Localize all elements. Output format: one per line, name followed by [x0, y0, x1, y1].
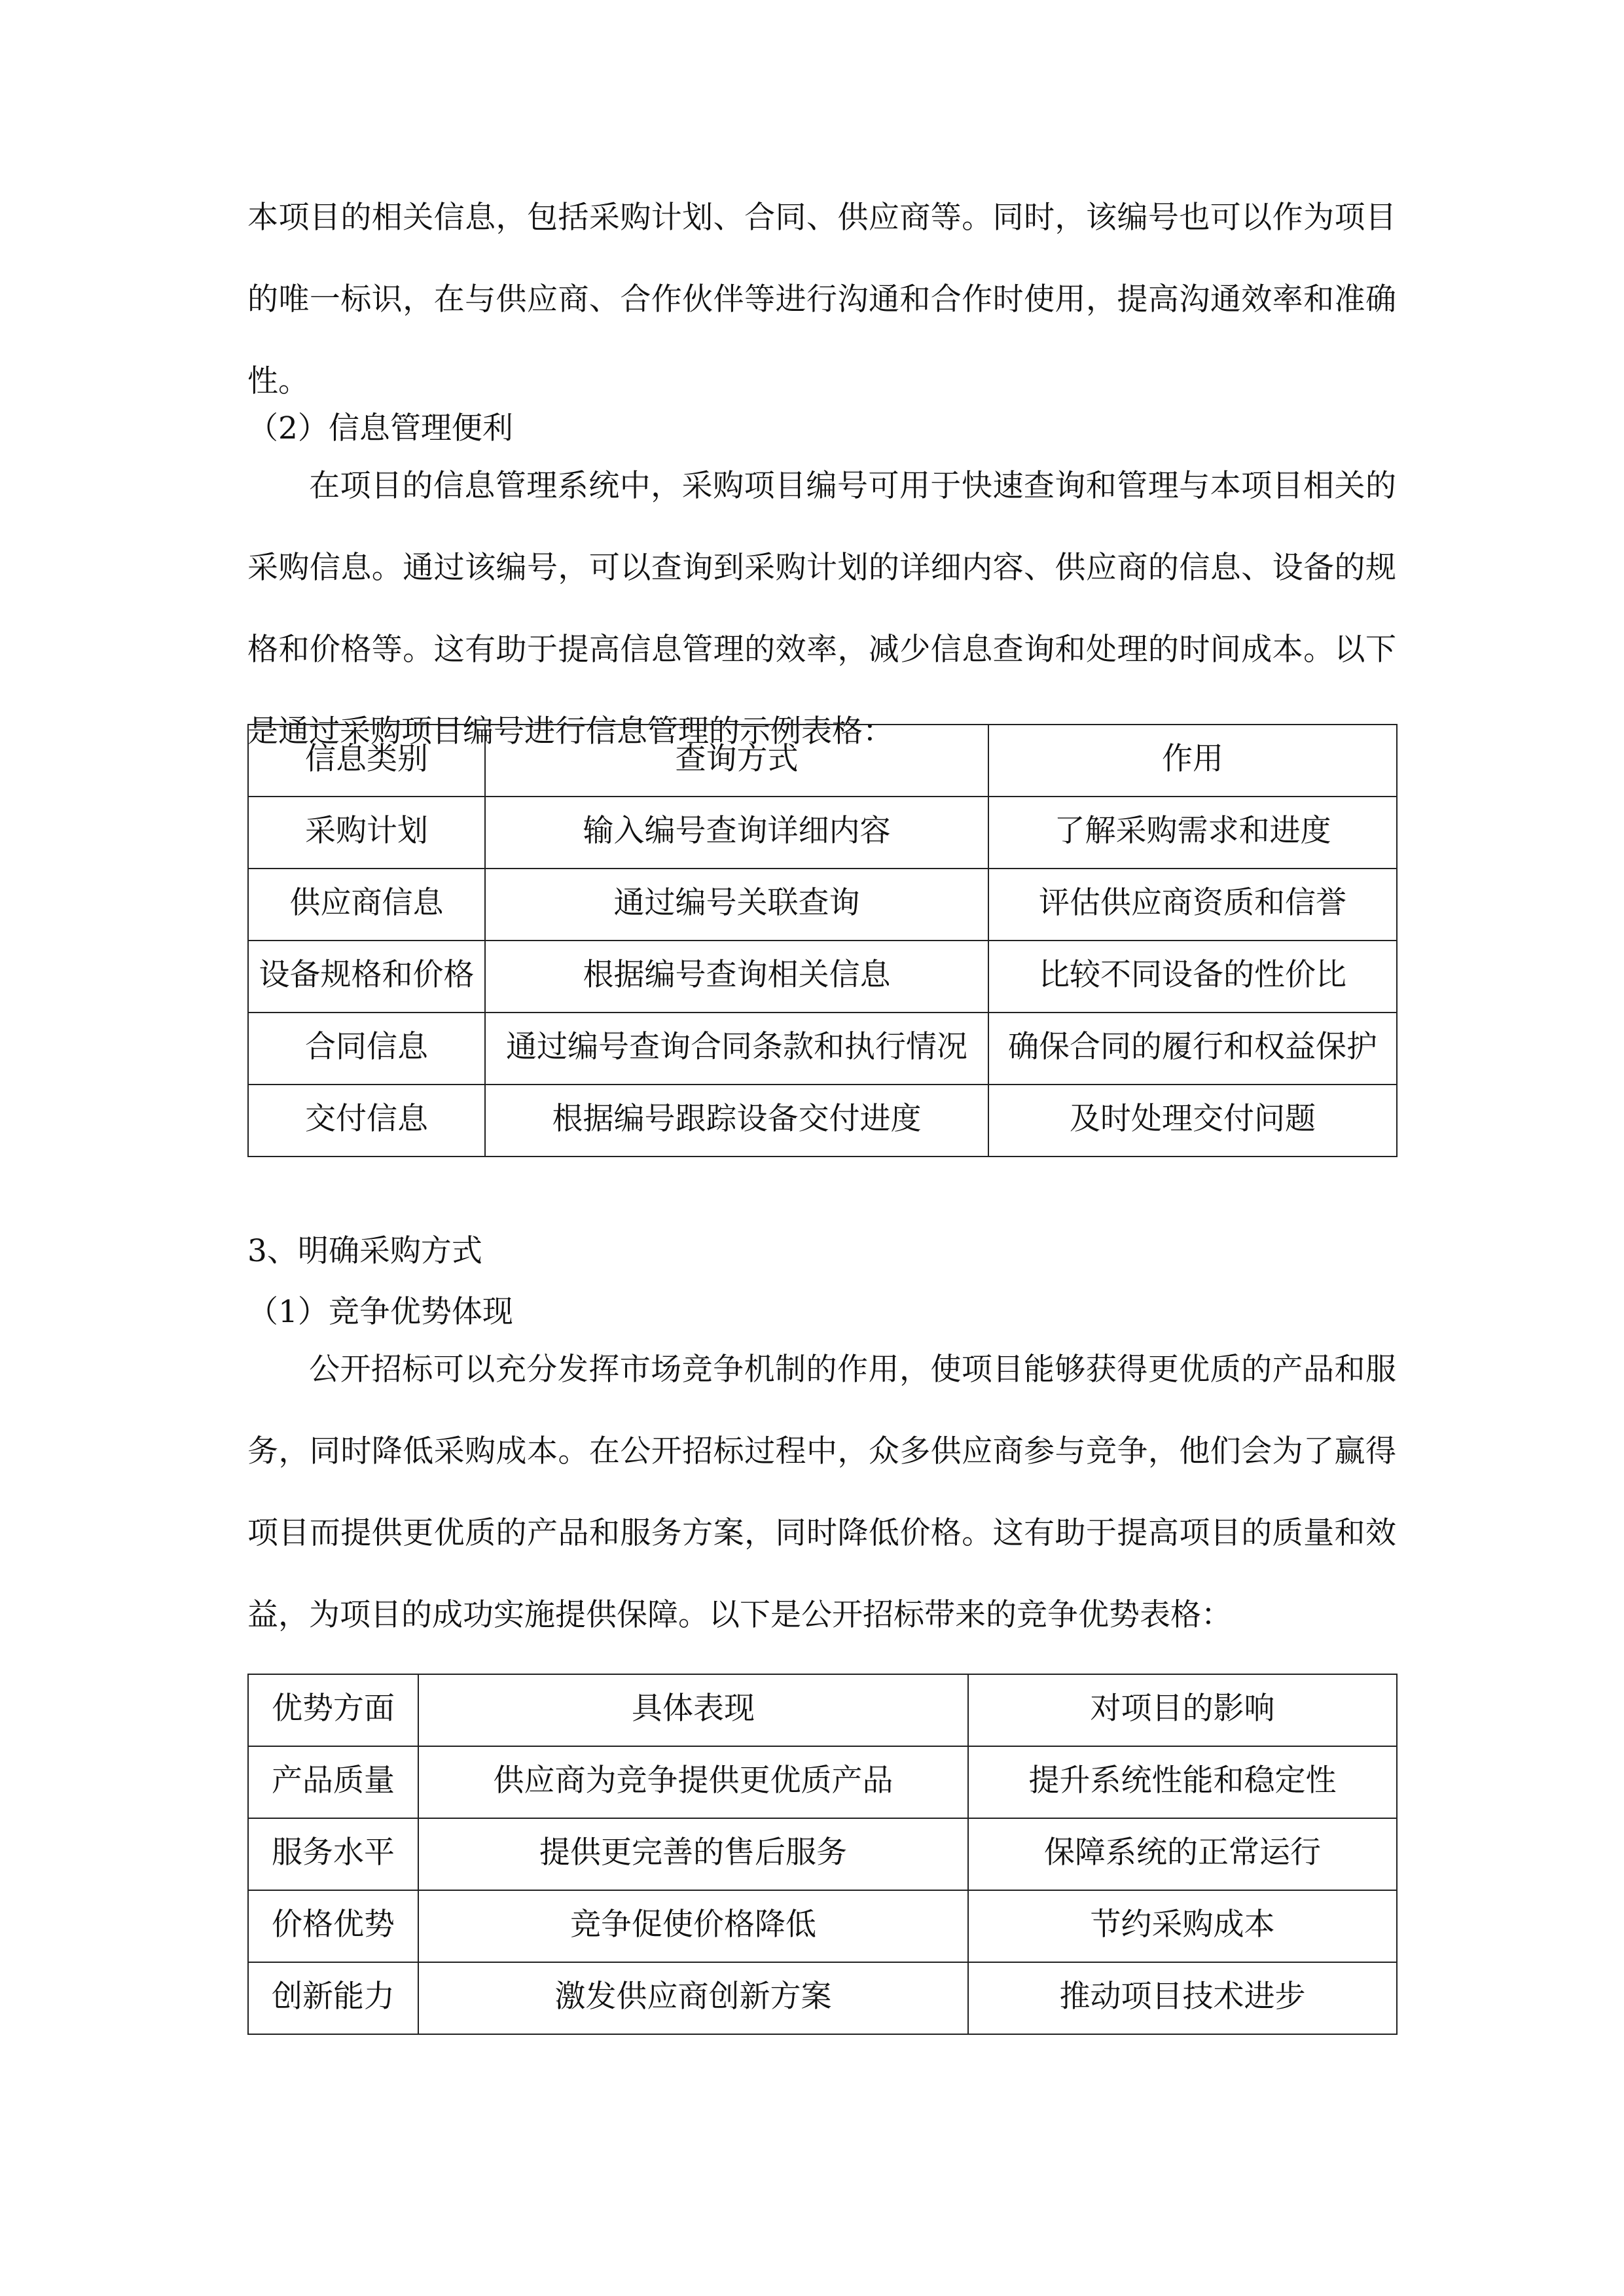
table-cell: 确保合同的履行和权益保护 — [988, 1013, 1397, 1085]
table-cell: 提升系统性能和稳定性 — [968, 1746, 1397, 1818]
section-3-heading: 3、明确采购方式 — [247, 1233, 482, 1269]
table-cell: 节约采购成本 — [968, 1890, 1397, 1962]
table-cell: 供应商为竞争提供更优质产品 — [418, 1746, 968, 1818]
table-cell: 提供更完善的售后服务 — [418, 1818, 968, 1890]
table-row — [248, 1085, 1397, 1157]
section-3-1-heading: （1）竞争优势体现 — [247, 1294, 513, 1330]
table-cell: 采购计划 — [248, 797, 485, 869]
table-row — [248, 869, 1397, 941]
table-cell: 创新能力 — [248, 1962, 418, 2034]
table-cell: 比较不同设备的性价比 — [988, 941, 1397, 1013]
continuation-paragraph: 本项目的相关信息，包括采购计划、合同、供应商等。同时，该编号也可以作为项目的唯一标识，在与供应商、合作伙伴等进行沟通和合作时使用，提高沟通效率和准确性。 — [247, 200, 1396, 399]
table-cell: 评估供应商资质和信誉 — [988, 869, 1397, 941]
table-cell: 供应商信息 — [248, 869, 485, 941]
table-cell: 产品质量 — [248, 1746, 418, 1818]
table-cell: 竞争促使价格降低 — [418, 1890, 968, 1962]
section-3-1-paragraph: 公开招标可以充分发挥市场竞争机制的作用，使项目能够获得更优质的产品和服务，同时降低采购成本。在公开招标过程中，众多供应商参与竞争，他们会为了赢得项目而提供更优质的产品和服务方案，同时降低价格。这有助于提高项目的质量和效益，为项目的成功实施提供保障。以下是公开招标带来的竞争优势表格： — [247, 1352, 1396, 1633]
table-row — [248, 1013, 1397, 1085]
table-cell: 保障系统的正常运行 — [968, 1818, 1397, 1890]
table-header-row — [248, 1674, 1397, 1746]
competitive-advantage-table — [247, 1674, 1398, 2035]
table-cell: 及时处理交付问题 — [988, 1085, 1397, 1157]
table-cell: 设备规格和价格 — [248, 941, 485, 1013]
table-row — [248, 941, 1397, 1013]
table-cell: 合同信息 — [248, 1013, 485, 1085]
table-header-cell: 查询方式 — [485, 725, 988, 797]
table-header-row — [248, 725, 1397, 797]
table-row — [248, 1746, 1397, 1818]
table-header-cell: 优势方面 — [248, 1674, 418, 1746]
table-row — [248, 1890, 1397, 1962]
table-row — [248, 1962, 1397, 2034]
table-cell: 价格优势 — [248, 1890, 418, 1962]
table-header-cell: 信息类别 — [248, 725, 485, 797]
table-row — [248, 797, 1397, 869]
section-2-heading: （2）信息管理便利 — [247, 410, 513, 446]
table-cell: 了解采购需求和进度 — [988, 797, 1397, 869]
table-cell: 服务水平 — [248, 1818, 418, 1890]
table-row — [248, 1818, 1397, 1890]
table-header-cell: 对项目的影响 — [968, 1674, 1397, 1746]
table-cell: 根据编号跟踪设备交付进度 — [485, 1085, 988, 1157]
table-cell: 输入编号查询详细内容 — [485, 797, 988, 869]
table-cell: 激发供应商创新方案 — [418, 1962, 968, 2034]
table-cell: 交付信息 — [248, 1085, 485, 1157]
info-management-table — [247, 724, 1398, 1157]
table-header-cell: 具体表现 — [418, 1674, 968, 1746]
table-cell: 推动项目技术进步 — [968, 1962, 1397, 2034]
table-cell: 通过编号查询合同条款和执行情况 — [485, 1013, 988, 1085]
table-cell: 通过编号关联查询 — [485, 869, 988, 941]
table-cell: 根据编号查询相关信息 — [485, 941, 988, 1013]
table-header-cell: 作用 — [988, 725, 1397, 797]
section-2-paragraph: 在项目的信息管理系统中，采购项目编号可用于快速查询和管理与本项目相关的采购信息。通过该编号，可以查询到采购计划的详细内容、供应商的信息、设备的规格和价格等。这有助于提高信息管理的效率，减少信息查询和处理的时间成本。以下是通过采购项目编号进行信息管理的示例表格： — [247, 468, 1396, 749]
